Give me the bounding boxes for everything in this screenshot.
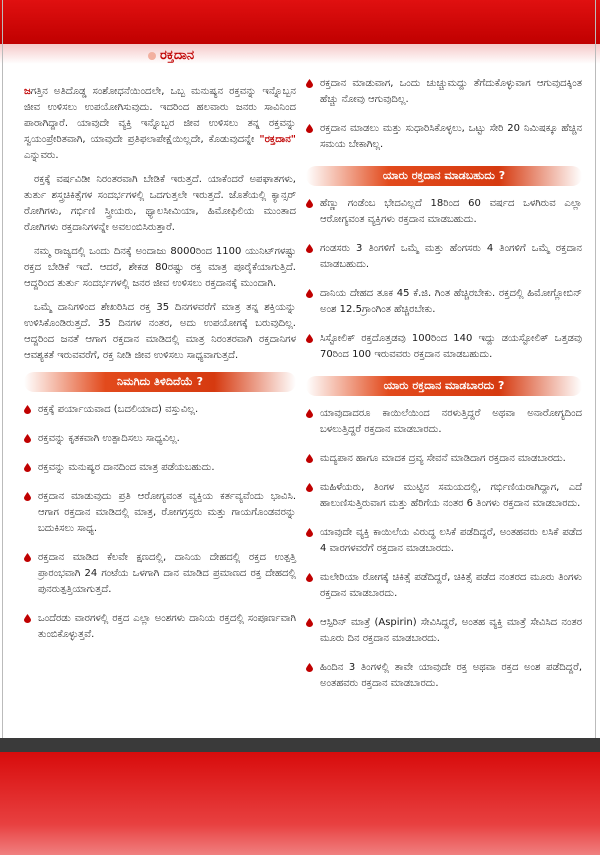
- list-item-text: ಯಾವುದಾದರೂ ಕಾಯಿಲೆಯಿಂದ ನರಳುತ್ತಿದ್ದರೆ ಅಥವಾ ಅನಾರೋಗ್ಯದಿಂದ ಬಳಲುತ್ತಿದ್ದರೆ ರಕ್ತದಾನ ಮಾಡಬಾರದು.: [320, 408, 582, 435]
- section-banner-who-can-donate: ಯಾರು ರಕ್ತದಾನ ಮಾಡಬಹುದು ?: [306, 166, 582, 186]
- blood-drop-icon: [306, 334, 313, 343]
- list-item-text: ರಕ್ತವನ್ನು ಕೃತಕವಾಗಿ ಉತ್ಪಾದಿಸಲು ಸಾಧ್ಯವಿಲ್ಲ.: [38, 433, 180, 444]
- who-cannot-donate-list: [306, 406, 582, 692]
- blood-drop-icon: [306, 573, 313, 582]
- list-item: [24, 489, 296, 537]
- right-column: [306, 66, 582, 705]
- list-item-text: ರಕ್ತದಾನ ಮಾಡಲು ಮತ್ತು ಸುಧಾರಿಸಿಕೊಳ್ಳಲು, ಒಟ್ಟು ಸೇರಿ 20 ನಿಮಿಷಕ್ಕೂ ಹೆಚ್ಚಿನ ಸಮಯ ಬೇಕಾಗಿಲ್ಲ.: [320, 123, 582, 150]
- blood-drop-icon: [24, 614, 31, 623]
- intro-first-letter: ಜ: [24, 86, 31, 97]
- list-item-text: ರಕ್ತದಾನ ಮಾಡುವಾಗ, ಒಂದು ಚುಚ್ಚುಮದ್ದು ತೆಗೆದುಕೊಳ್ಳುವಾಗ ಆಗುವುದಕ್ಕಿಂತ ಹೆಚ್ಚು ನೋವು ಆಗುವುದಿಲ್ಲ.: [320, 78, 582, 105]
- list-item-text: ರಕ್ತಕ್ಕೆ ಪರ್ಯಾಯವಾದ (ಬದಲಿಯಾದ) ವಸ್ತುವಿಲ್ಲ.: [38, 404, 199, 415]
- list-item-text: ಮದ್ಯಪಾನ ಹಾಗೂ ಮಾದಕ ದ್ರವ್ಯ ಸೇವನೆ ಮಾಡಿದಾಗ ರಕ್ತದಾನ ಮಾಡಬಾರದು.: [320, 453, 566, 464]
- list-item: [306, 76, 582, 108]
- list-item: [24, 460, 296, 476]
- list-item: [306, 660, 582, 692]
- intro-highlight: "ರಕ್ತದಾನ": [259, 134, 296, 145]
- did-you-know-list: [24, 402, 296, 643]
- blood-drop-icon: [306, 528, 313, 537]
- left-column: [24, 66, 296, 656]
- list-item-text: ಮಹಿಳೆಯರು, ತಿಂಗಳ ಮುಟ್ಟಿನ ಸಮಯದಲ್ಲಿ, ಗರ್ಭಿಣಿಯರಾಗಿದ್ದಾಗ, ಎದೆ ಹಾಲುಣಿಸುತ್ತಿರುವಾಗ ಮತ್ತು ಹೆರಿಗೆಯ ನಂತರ 6 ತಿಂಗಳು ರಕ್ತದಾನ ಮಾಡಬಾರದು.: [320, 482, 582, 509]
- intro-paragraph: [24, 84, 296, 164]
- blood-drop-icon: [148, 52, 156, 60]
- list-item: [24, 431, 296, 447]
- list-item-text: ಸಿಸ್ಟೋಲಿಕ್ ರಕ್ತದೊತ್ತಡವು 100ರಿಂದ 140 ಇದ್ದು ಡಯಸ್ಟೋಲಿಕ್ ಒತ್ತಡವು 70ರಿಂದ 100 ಇರುವವರು ರಕ್ತದಾನ ಮಾಡಬಹುದು.: [320, 333, 582, 360]
- section-banner-who-cannot-donate: ಯಾರು ರಕ್ತದಾನ ಮಾಡಬಾರದು ?: [306, 376, 582, 396]
- list-item: [306, 241, 582, 273]
- list-item-text: ರಕ್ತದಾನ ಮಾಡುವುದು ಪ್ರತಿ ಆರೋಗ್ಯವಂತ ವ್ಯಕ್ತಿಯ ಕರ್ತವ್ಯವೆಂದು ಭಾವಿಸಿ. ಆಗಾಗ ರಕ್ತದಾನ ಮಾಡಿದಲ್ಲಿ ಮಾತ್ರ, ರೋಗಗ್ರಸ್ತರು ಮತ್ತು ಗಾಯಗೊಂಡವರನ್ನು ಬದುಕಿಸಲು ಸಾಧ್ಯ.: [38, 491, 296, 534]
- list-item-text: ದಾನಿಯ ದೇಹದ ತೂಕ 45 ಕೆ.ಜಿ. ಗಿಂತ ಹೆಚ್ಚಿರಬೇಕು. ರಕ್ತದಲ್ಲಿ ಹಿಮೋಗ್ಲೋಬಿನ್ ಅಂಶ 12.5ಗ್ರಾಂಗಿಂತ ಹೆಚ್ಚಿರಬೇಕು.: [320, 288, 582, 315]
- who-can-donate-list: [306, 196, 582, 363]
- bottom-red-band: [0, 752, 600, 855]
- list-item: [306, 451, 582, 467]
- list-item: [24, 550, 296, 598]
- blood-drop-icon: [306, 663, 313, 672]
- list-item-text: ರಕ್ತದಾನ ಮಾಡಿದ ಕೆಲವೇ ಕ್ಷಣದಲ್ಲಿ, ದಾನಿಯ ದೇಹದಲ್ಲಿ ರಕ್ತದ ಉತ್ಪತ್ತಿ ಪ್ರಾರಂಭವಾಗಿ 24 ಗಂಟೆಯ ಒಳಗಾಗಿ ದಾನ ಮಾಡಿದ ಪ್ರಮಾಣದ ರಕ್ತ ದೇಹದಲ್ಲಿ ಪುನರುತ್ಪತ್ತಿಯಾಗುತ್ತದೆ.: [38, 552, 296, 595]
- list-item: [24, 402, 296, 418]
- list-item-text: ರಕ್ತವನ್ನು ಮನುಷ್ಯರ ದಾನದಿಂದ ಮಾತ್ರ ಪಡೆಯಬಹುದು.: [38, 462, 215, 473]
- blood-drop-icon: [306, 199, 313, 208]
- list-item-text: ಒಂದೆರಡು ವಾರಗಳಲ್ಲಿ ರಕ್ತದ ಎಲ್ಲಾ ಅಂಶಗಳು ದಾನಿಯ ರಕ್ತದಲ್ಲಿ ಸಂಪೂರ್ಣವಾಗಿ ತುಂಬಿಕೊಳ್ಳುತ್ತವೆ.: [38, 613, 296, 640]
- list-item-text: ಹಿಂದಿನ 3 ತಿಂಗಳಲ್ಲಿ ತಾವೇ ಯಾವುದೇ ರಕ್ತ ಅಥವಾ ರಕ್ತದ ಅಂಶ ಪಡೆದಿದ್ದರೆ, ಅಂತಹವರು ರಕ್ತದಾನ ಮಾಡಬಾರದು.: [320, 662, 582, 689]
- list-item-text: ಗಂಡಸರು 3 ತಿಂಗಳಿಗೆ ಒಮ್ಮೆ ಮತ್ತು ಹೆಂಗಸರು 4 ತಿಂಗಳಿಗೆ ಒಮ್ಮೆ ರಕ್ತದಾನ ಮಾಡಬಹುದು.: [320, 243, 582, 270]
- paragraph-4: ಒಮ್ಮೆ ದಾನಿಗಳಿಂದ ಶೇಖರಿಸಿದ ರಕ್ತ 35 ದಿನಗಳವರೆಗೆ ಮಾತ್ರ ತನ್ನ ಶಕ್ತಿಯನ್ನು ಉಳಿಸಿಕೊಂಡಿರುತ್ತದೆ. 35 ದಿನಗಳ ನಂತರ, ಅದು ಉಪಯೋಗಕ್ಕೆ ಬರುವುದಿಲ್ಲ. ಆದ್ದರಿಂದ ಜನತೆ ಆಗಾಗ ರಕ್ತದಾನ ಮಾಡಿದಲ್ಲಿ ಮಾತ್ರ ನಿರಂತರವಾಗಿ ರಕ್ತದಾನಿಗಳ ಆವಶ್ಯಕತೆ ಇರುವವರೆಗೆ, ರಕ್ತ ನೀಡಿ ಜೀವ ಉಳಿಸಲು ಸಾಧ್ಯವಾಗುತ್ತದೆ.: [24, 302, 296, 361]
- blood-drop-icon: [24, 553, 31, 562]
- blood-drop-icon: [306, 244, 313, 253]
- section-banner-did-you-know: ನಿಮಗಿದು ತಿಳಿದಿದೆಯೆ ?: [24, 372, 296, 392]
- blood-drop-icon: [306, 483, 313, 492]
- page-title: ರಕ್ತದಾನ: [148, 48, 194, 63]
- bottom-dark-band: [0, 738, 600, 752]
- list-item-text: ಹೆಣ್ಣು ಗಂಡೆಂಬ ಭೇದವಿಲ್ಲದೆ 18ರಿಂದ 60 ವರ್ಷದ ಒಳಗಿರುವ ಎಲ್ಲಾ ಆರೋಗ್ಯವಂತ ವ್ಯಕ್ತಿಗಳು ರಕ್ತದಾನ ಮಾಡಬಹುದು.: [320, 198, 582, 225]
- blood-drop-icon: [306, 409, 313, 418]
- facts-list-continued: [306, 76, 582, 153]
- blood-drop-icon: [24, 434, 31, 443]
- intro-text: ಗತ್ತಿನ ಅತಿದೊಡ್ಡ ಸಂಶೋಧನೆಯಿಂದಲೇ, ಒಬ್ಬ ಮನುಷ್ಯನ ರಕ್ತವನ್ನು ಇನ್ನೊಬ್ಬನ ಜೀವ ಉಳಿಸಲು ಉಪಯೋಗಿಸುವುದು. ಇದರಿಂದ ಹಲವಾರು ಜನರು ಸಾವಿನಿಂದ ಪಾರಾಗಿದ್ದಾರೆ. ಯಾವುದೇ ವ್ಯಕ್ತಿ ಇನ್ನೊಬ್ಬರ ಜೀವ ಉಳಿಸಲು ತನ್ನ ರಕ್ತವನ್ನು ಸ್ವಯಂಪ್ರೇರಿತವಾಗಿ, ಯಾವುದೇ ಪ್ರತಿಫಲಾಪೇಕ್ಷೆಯಿಲ್ಲದೇ, ಕೊಡುವುದನ್ನೇ: [24, 86, 296, 145]
- paragraph-2: ರಕ್ತಕ್ಕೆ ವರ್ಷವಿಡೀ ನಿರಂತರವಾಗಿ ಬೇಡಿಕೆ ಇರುತ್ತದೆ. ಯಾಕೆಂದರೆ ಅಪಘಾತಗಳು, ತುರ್ತು ಶಸ್ತ್ರಚಿಕಿತ್ಸೆಗಳ ಸಂದರ್ಭಗಳಲ್ಲಿ ಒದಗುತ್ತಲೇ ಇರುತ್ತದೆ. ಜೊತೆಯಲ್ಲಿ ಕ್ಯಾನ್ಸರ್ ರೋಗಿಗಳು, ಗರ್ಭಿಣಿ ಸ್ತ್ರೀಯರು, ಥ್ಯಾಲಸೀಮಿಯಾ, ಹಿಮೋಫಿಲಿಯ ಮುಂತಾದ ರೋಗಿಗಳು ರಕ್ತದಾನಿಗಳನ್ನೇ ಅವಲಂಬಿಸಿರುತ್ತಾರೆ.: [24, 174, 296, 233]
- list-item: [306, 525, 582, 557]
- list-item-text: ಯಾವುದೇ ವ್ಯಕ್ತಿ ಕಾಯಿಲೆಯ ವಿರುದ್ಧ ಲಸಿಕೆ ಪಡೆದಿದ್ದರೆ, ಅಂತಹವರು ಲಸಿಕೆ ಪಡೆದ 4 ವಾರಗಳವರೆಗೆ ರಕ್ತದಾನ ಮಾಡಬಾರದು.: [320, 527, 582, 554]
- blood-drop-icon: [306, 124, 313, 133]
- list-item: [306, 570, 582, 602]
- list-item: [24, 611, 296, 643]
- list-item: [306, 196, 582, 228]
- paragraph-3: ನಮ್ಮ ರಾಜ್ಯದಲ್ಲಿ ಒಂದು ದಿನಕ್ಕೆ ಅಂದಾಜು 8000ರಿಂದ 1100 ಯುನಿಟ್‌ಗಳಷ್ಟು ರಕ್ತದ ಬೇಡಿಕೆ ಇದೆ. ಆದರೆ, ಶೇಕಡ 80ರಷ್ಟು ರಕ್ತ ಮಾತ್ರ ಪೂರೈಕೆಯಾಗುತ್ತಿದೆ. ಆದ್ದರಿಂದ ತುರ್ತು ಸಂದರ್ಭಗಳಲ್ಲಿ ಜನರ ಜೀವ ಉಳಿಸಲು ರಕ್ತದಾನಕ್ಕೆ ಮುಂದಾಗಿ.: [24, 246, 296, 289]
- list-item: [306, 480, 582, 512]
- list-item-text: ಆಸ್ಪಿರಿನ್ ಮಾತ್ರೆ (Aspirin) ಸೇವಿಸಿದ್ದರೆ, ಅಂತಹ ವ್ಯಕ್ತಿ ಮಾತ್ರೆ ಸೇವಿಸಿದ ನಂತರ ಮೂರು ದಿನ ರಕ್ತದಾನ ಮಾಡಬಾರದು.: [320, 617, 582, 644]
- blood-drop-icon: [24, 405, 31, 414]
- intro-end: ಎನ್ನುವರು.: [24, 150, 59, 161]
- list-item-text: ಮಲೇರಿಯಾ ರೋಗಕ್ಕೆ ಚಿಕಿತ್ಸೆ ಪಡೆದಿದ್ದರೆ, ಚಿಕಿತ್ಸೆ ಪಡೆದ ನಂತರದ ಮೂರು ತಿಂಗಳು ರಕ್ತದಾನ ಮಾಡಬಾರದು.: [320, 572, 582, 599]
- list-item: [306, 286, 582, 318]
- blood-drop-icon: [306, 454, 313, 463]
- blood-drop-icon: [24, 463, 31, 472]
- list-item: [306, 615, 582, 647]
- blood-drop-icon: [306, 618, 313, 627]
- list-item: [306, 331, 582, 363]
- blood-drop-icon: [24, 492, 31, 501]
- top-fade-band: [0, 44, 600, 64]
- blood-drop-icon: [306, 289, 313, 298]
- blood-drop-icon: [306, 79, 313, 88]
- list-item: [306, 406, 582, 438]
- list-item: [306, 121, 582, 153]
- top-red-band: [0, 0, 600, 44]
